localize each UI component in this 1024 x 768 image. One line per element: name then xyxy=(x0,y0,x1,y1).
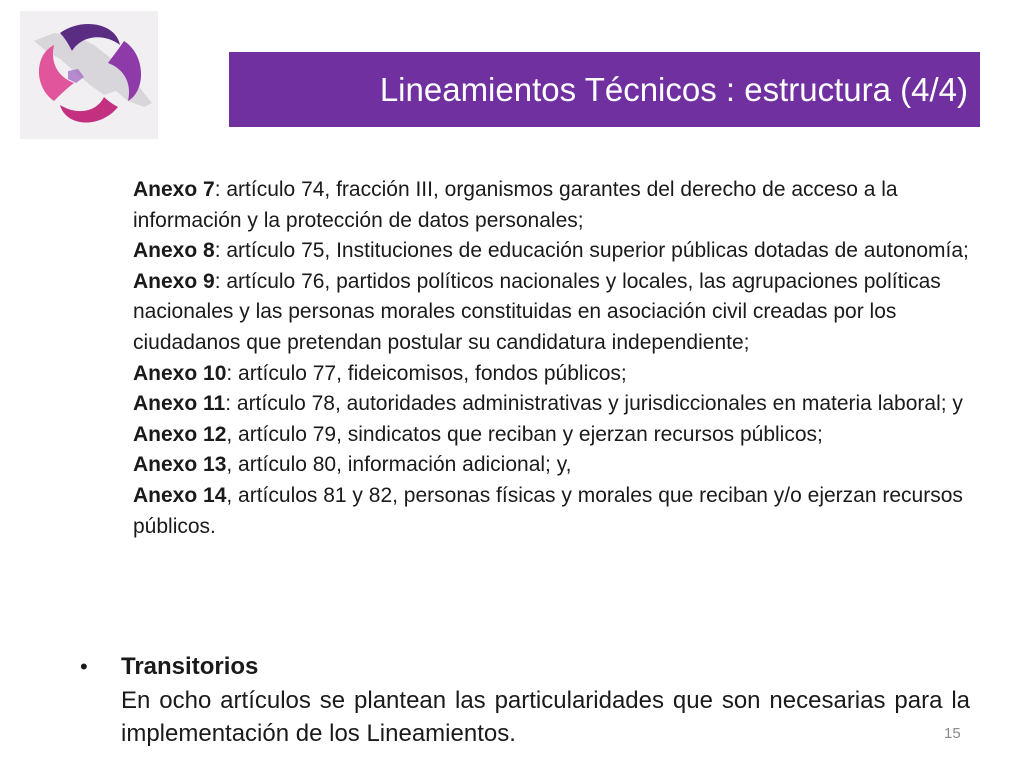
annex-item xyxy=(133,236,983,267)
annex-item xyxy=(133,389,983,420)
transitorios-body xyxy=(121,650,970,751)
annex-item xyxy=(133,450,983,481)
annex-item xyxy=(133,267,983,359)
annex-item xyxy=(133,481,983,542)
page-title: Lineamientos Técnicos : estructura (4/4) xyxy=(379,70,968,108)
annex-text: : artículo 74, fracción III, organismos garantes del derecho de acceso a la información y la protección de datos personales; xyxy=(133,178,898,232)
annex-label: Anexo 13 xyxy=(133,453,227,477)
transitorios-section xyxy=(80,650,970,751)
annex-text: : artículo 78, autoridades administrativas y jurisdiccionales en materia laboral; y xyxy=(225,392,963,416)
annex-text: , artículo 79, sindicatos que reciban y ejerzan recursos públicos; xyxy=(226,422,823,446)
annex-item xyxy=(133,359,983,390)
annex-label: Anexo 11 xyxy=(133,392,226,416)
bullet-icon: • xyxy=(80,654,88,679)
annex-text: : artículo 77, fideicomisos, fondos públicos; xyxy=(226,361,627,385)
annex-list xyxy=(133,175,983,542)
annex-label: Anexo 7 xyxy=(133,178,215,201)
annex-text: , artículos 81 y 82, personas físicas y morales que reciban y/o ejerzan recursos públicos. xyxy=(133,483,963,538)
transitorios-text: En ocho artículos se plantean las particularidades que son necesarias para la implementación de los Lineamientos. xyxy=(121,686,970,747)
annex-label: Anexo 10 xyxy=(133,361,227,385)
annex-text: : artículo 76, partidos políticos nacionales y locales, las agrupaciones políticas nacionales y las personas morales constituidas en asociación civil creadas por los ciudadanos que pretendan postular su candidatura independiente; xyxy=(133,269,941,354)
annex-item xyxy=(133,175,983,236)
annex-item xyxy=(133,420,983,451)
annex-text: , artículo 80, información adicional; y, xyxy=(226,453,572,477)
annex-label: Anexo 14 xyxy=(133,483,227,507)
page-number: 15 xyxy=(944,725,961,742)
annex-text: : artículo 75, Instituciones de educación superior públicas dotadas de autonomía; xyxy=(214,239,969,263)
annex-label: Anexo 8 xyxy=(133,239,215,263)
transitorios-heading: Transitorios xyxy=(121,653,259,680)
annex-label: Anexo 9 xyxy=(133,269,215,293)
annex-label: Anexo 12 xyxy=(133,422,227,446)
logo-graphic xyxy=(20,11,158,139)
title-bar xyxy=(229,52,980,127)
institutional-logo-icon xyxy=(20,11,158,139)
